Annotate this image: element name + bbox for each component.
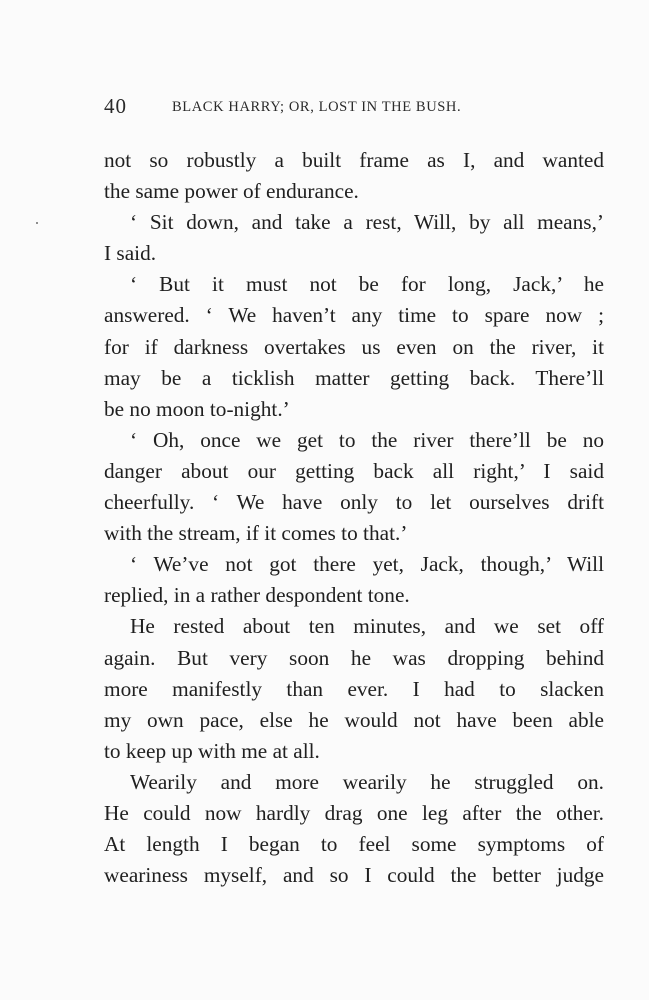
paper-speck — [36, 222, 38, 224]
body-text — [104, 145, 604, 891]
text-line: with the stream, if it comes to that.’ — [104, 521, 408, 546]
text-line: not so robustly a built frame as I, and wanted — [104, 148, 604, 172]
running-head — [104, 94, 614, 122]
text-line: may be a ticklish matter getting back. There’ll — [104, 365, 604, 390]
text-line: the same power of endurance. — [104, 179, 359, 204]
text-line: He rested about ten minutes, and we set off — [130, 614, 604, 639]
text-line: ‘ Oh, once we get to the river there’ll be no — [130, 427, 604, 452]
text-line: At length I began to feel some symptoms of — [104, 832, 604, 857]
text-line: replied, in a rather despondent tone. — [104, 583, 410, 608]
text-line: more manifestly than ever. I had to slacken — [104, 676, 604, 701]
text-line: my own pace, else he would not have been able — [104, 707, 604, 732]
text-line: answered. ‘ We haven’t any time to spare now ; — [104, 303, 604, 328]
text-line: Wearily and more wearily he struggled on. — [130, 769, 604, 794]
text-line: I said. — [104, 241, 157, 266]
text-line: cheerfully. ‘ We have only to let ourselves drift — [104, 490, 604, 515]
page-number: 40 — [104, 94, 127, 118]
text-line: He could now hardly drag one leg after the other. — [104, 800, 604, 825]
text-line: again. But very soon he was dropping behind — [104, 645, 604, 670]
text-line: ‘ But it must not be for long, Jack,’ he — [130, 272, 604, 297]
running-head-title: BLACK HARRY; OR, LOST IN THE BUSH. — [172, 99, 462, 115]
text-line: danger about our getting back all right,’ I said — [104, 458, 604, 483]
text-line: ‘ Sit down, and take a rest, Will, by all means,’ — [130, 210, 604, 235]
text-line: weariness myself, and so I could the better judge — [104, 863, 604, 888]
text-line: ‘ We’ve not got there yet, Jack, though,’ Will — [130, 552, 604, 577]
text-line: to keep up with me at all. — [104, 738, 320, 763]
text-line: for if darkness overtakes us even on the river, it — [104, 334, 604, 359]
text-line: be no moon to-night.’ — [104, 396, 290, 421]
